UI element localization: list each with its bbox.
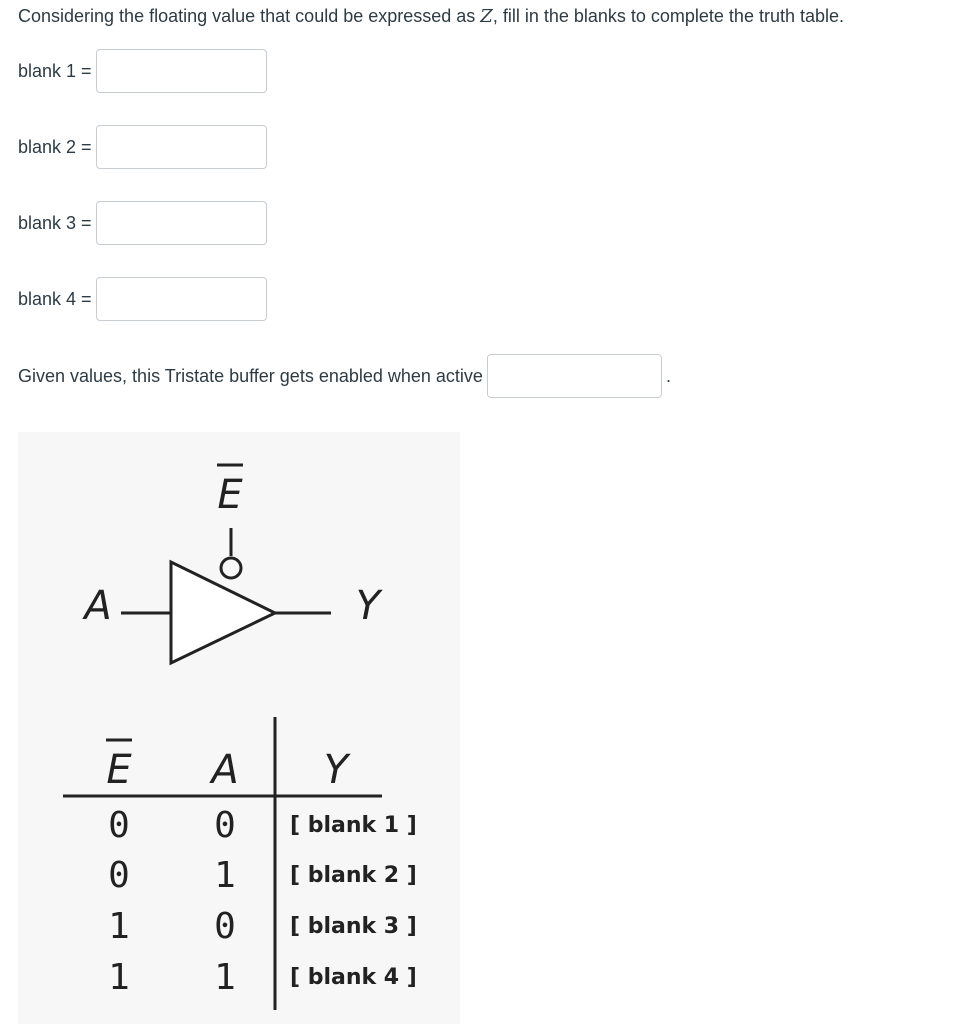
table-row-1-y: [ blank 1 ] bbox=[290, 813, 417, 838]
tristate-figure bbox=[18, 432, 460, 1024]
table-row-1-e: 0 bbox=[108, 805, 130, 846]
blank-2-row bbox=[18, 125, 267, 169]
question-text bbox=[18, 6, 844, 27]
input-label: A bbox=[84, 583, 112, 629]
blank-3-input[interactable] bbox=[96, 201, 267, 245]
blank-2-label: blank 2 = bbox=[18, 136, 92, 157]
table-row-4-a: 1 bbox=[214, 957, 236, 998]
buffer-triangle bbox=[171, 562, 275, 663]
table-row-4-y: [ blank 4 ] bbox=[290, 965, 417, 990]
inversion-bubble bbox=[221, 558, 241, 578]
table-row-3-e: 1 bbox=[108, 906, 130, 947]
enable-label: E bbox=[217, 472, 243, 518]
question-suffix: , fill in the blanks to complete the truth table. bbox=[492, 6, 845, 26]
table-row-2-a: 1 bbox=[214, 855, 236, 896]
enable-sentence bbox=[18, 354, 671, 398]
table-row-2-y: [ blank 2 ] bbox=[290, 863, 417, 888]
enable-sentence-text: Given values, this Tristate buffer gets enabled when active bbox=[18, 365, 483, 386]
question-prefix: Considering the floating value that could be expressed as bbox=[18, 6, 481, 26]
question-variable: Z bbox=[480, 6, 493, 27]
table-header-a: A bbox=[211, 747, 239, 793]
tristate-diagram bbox=[18, 432, 460, 1024]
table-header-e: E bbox=[106, 747, 132, 793]
table-row-3-y: [ blank 3 ] bbox=[290, 914, 417, 939]
table-row-4-e: 1 bbox=[108, 957, 130, 998]
blank-3-row bbox=[18, 201, 267, 245]
table-header-y: Y bbox=[323, 747, 349, 793]
blank-4-label: blank 4 = bbox=[18, 288, 92, 309]
table-row-3-a: 0 bbox=[214, 906, 236, 947]
blank-3-label: blank 3 = bbox=[18, 212, 92, 233]
blank-1-label: blank 1 = bbox=[18, 60, 92, 81]
enable-answer-input[interactable] bbox=[487, 354, 662, 398]
table-row-2-e: 0 bbox=[108, 855, 130, 896]
blank-2-input[interactable] bbox=[96, 125, 267, 169]
table-row-1-a: 0 bbox=[214, 805, 236, 846]
blank-1-row bbox=[18, 49, 267, 93]
blank-4-row bbox=[18, 277, 267, 321]
output-label: Y bbox=[355, 583, 381, 629]
blank-1-input[interactable] bbox=[96, 49, 267, 93]
blank-4-input[interactable] bbox=[96, 277, 267, 321]
sentence-period: . bbox=[665, 365, 671, 386]
